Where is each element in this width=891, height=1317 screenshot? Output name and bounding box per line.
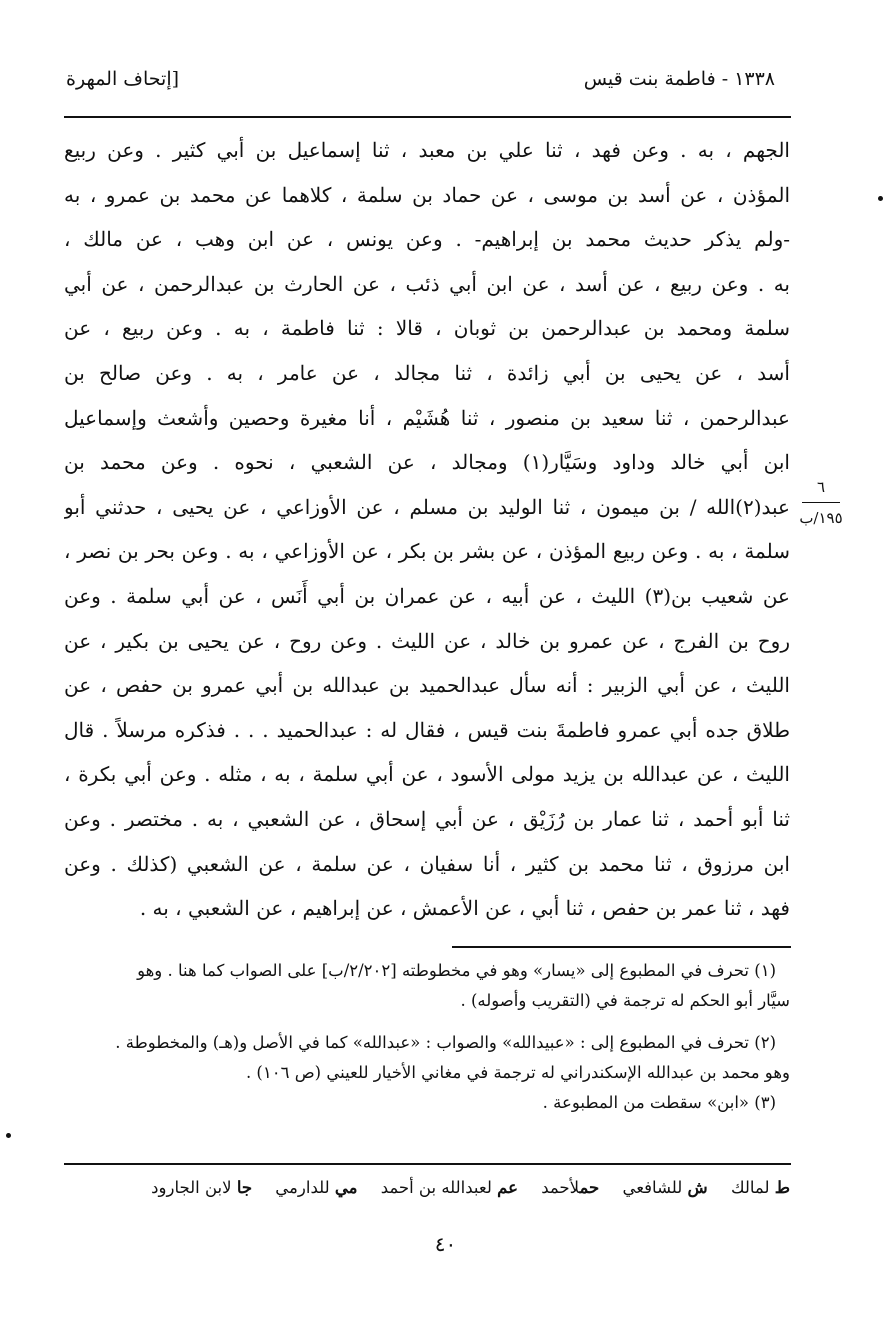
siglum-item [731, 1178, 790, 1197]
footnote-line: سيَّار أبو الحكم له ترجمة في (التقريب وأصوله) . [460, 991, 790, 1010]
text-line: أسد ، عن يحيى بن أبي زائدة ، ثنا مجالد ، عن عامر ، به . وعن صالح بن [64, 360, 790, 385]
text-line: سلمة ، به . وعن ربيع المؤذن ، عن بشر بن بكر ، عن الأوزاعي ، به . وعن بحر بن نصر ، [64, 539, 790, 564]
siglum-label: لمالك [730, 1178, 770, 1197]
text-line: فهد ، ثنا عمر بن حفص ، ثنا أبي ، عن الأعمش ، عن إبراهيم ، عن الشعبي ، به . [139, 896, 790, 921]
text-line: سلمة ومحمد بن عبدالرحمن بن ثوبان ، قالا : ثنا فاطمة ، به . وعن ربيع ، عن [64, 316, 790, 341]
sigla-legend [64, 1178, 790, 1197]
manuscript-folio-note [796, 478, 846, 527]
siglum-item [381, 1178, 518, 1197]
siglum-code: ط [774, 1178, 790, 1197]
footnote-line: (١) تحرف في المطبوع إلى «يسار» وهو في مخطوطته [٢/٢٠٢/ب] على الصواب كما هنا . وهو [137, 961, 776, 980]
text-line: ابن مرزوق ، ثنا محمد بن كثير ، أنا سفيان ، عن سلمة ، عن الشعبي (كذلك . وعن [64, 851, 790, 876]
text-line: ابن أبي خالد وداود وسَيَّار(١) ومجالد ، عن الشعبي ، نحوه . وعن محمد بن [64, 450, 790, 475]
siglum-item [541, 1178, 599, 1197]
siglum-item [622, 1178, 707, 1197]
footnote-line: (٢) تحرف في المطبوع إلى : «عبيدالله» والصواب : «عبدالله» كما في الأصل و(هـ) والمخطوطة . [115, 1033, 776, 1052]
margin-note-divider [802, 502, 840, 503]
header-rule [64, 116, 791, 118]
text-line: عبد(٢)الله / بن ميمون ، ثنا الوليد بن مسلم ، عن الأوزاعي ، عن يحيى ، حدثني أبو [64, 494, 790, 519]
siglum-item [151, 1178, 252, 1197]
text-line: عن شعيب بن(٣) الليث ، عن أبيه ، عن عمران بن أبي أَنَس ، عن أبي سلمة . وعن [64, 583, 790, 608]
text-line: عبدالرحمن ، ثنا سعيد بن منصور ، ثنا هُشَيْم ، أنا مغيرة وحصين وأشعث وإسماعيل [64, 405, 790, 430]
running-header-chapter: ١٣٣٨ - فاطمة بنت قيس [583, 68, 775, 90]
siglum-label: لعبدالله بن أحمد [380, 1178, 492, 1197]
footnotes [64, 956, 790, 1118]
siglum-code: عم [497, 1178, 518, 1197]
main-text [64, 128, 790, 931]
text-line: المؤذن ، عن أسد بن موسى ، عن حماد بن سلمة ، كلاهما عن محمد بن عمرو ، به [64, 182, 790, 207]
text-line: طلاق جده أبي عمرو فاطمةَ بنت قيس ، فقال له : عبدالحميد . . . فذكره مرسلاً . قال [64, 717, 790, 742]
siglum-item [275, 1178, 357, 1197]
siglum-label: لابن الجارود [151, 1178, 232, 1197]
siglum-label: لأحمد [541, 1178, 580, 1197]
siglum-code: حم [579, 1178, 600, 1197]
margin-mark [878, 196, 883, 201]
siglum-label: للشافعي [622, 1178, 683, 1197]
sigla-rule [64, 1163, 791, 1165]
page-number: ٤٠ [434, 1232, 457, 1256]
text-line: الليث ، عن أبي الزبير : أنه سأل عبدالحميد بن عبدالله بن أبي عمرو بن حفص ، عن [64, 673, 790, 698]
text-line: روح بن الفرج ، عن عمرو بن خالد ، عن الليث . وعن روح ، عن يحيى بن بكير ، عن [64, 628, 790, 653]
running-header-book: [إتحاف المهرة [66, 68, 180, 90]
footnote [64, 1088, 790, 1118]
siglum-code: مي [334, 1178, 358, 1197]
margin-mark [6, 1133, 11, 1138]
margin-note-top: ٦ [816, 478, 826, 496]
text-line: الليث ، عن عبدالله بن يزيد مولى الأسود ، عن أبي سلمة ، به ، مثله . وعن أبي بكرة ، [64, 762, 790, 787]
footnote-separator [452, 946, 791, 948]
footnote-line: (٣) «ابن» سقطت من المطبوعة . [542, 1093, 776, 1112]
text-line: -ولم يذكر حديث محمد بن إبراهيم- . وعن يونس ، عن ابن وهب ، عن مالك ، [64, 227, 790, 252]
siglum-code: جا [236, 1178, 253, 1197]
text-line: ثنا أبو أحمد ، ثنا عمار بن رُزَيْق ، عن أبي إسحاق ، عن الشعبي ، به . مختصر . وعن [64, 806, 790, 831]
text-line: الجهم ، به . وعن فهد ، ثنا علي بن معبد ، ثنا إسماعيل بن أبي كثير . وعن ربيع [64, 138, 790, 162]
margin-note-bottom: ١٩٥/ب [799, 509, 843, 527]
footnote-line: وهو محمد بن عبدالله الإسكندراني له ترجمة في مغاني الأخيار للعيني (ص ١٠٦) . [245, 1063, 790, 1082]
siglum-label: للدارمي [275, 1178, 330, 1197]
footnote [64, 1028, 790, 1088]
siglum-code: ش [687, 1178, 708, 1197]
text-line: به . وعن ربيع ، عن أسد ، عن ابن أبي ذئب ، عن الحارث بن عبدالرحمن ، عن أبي [64, 271, 790, 296]
footnote [64, 956, 790, 1016]
